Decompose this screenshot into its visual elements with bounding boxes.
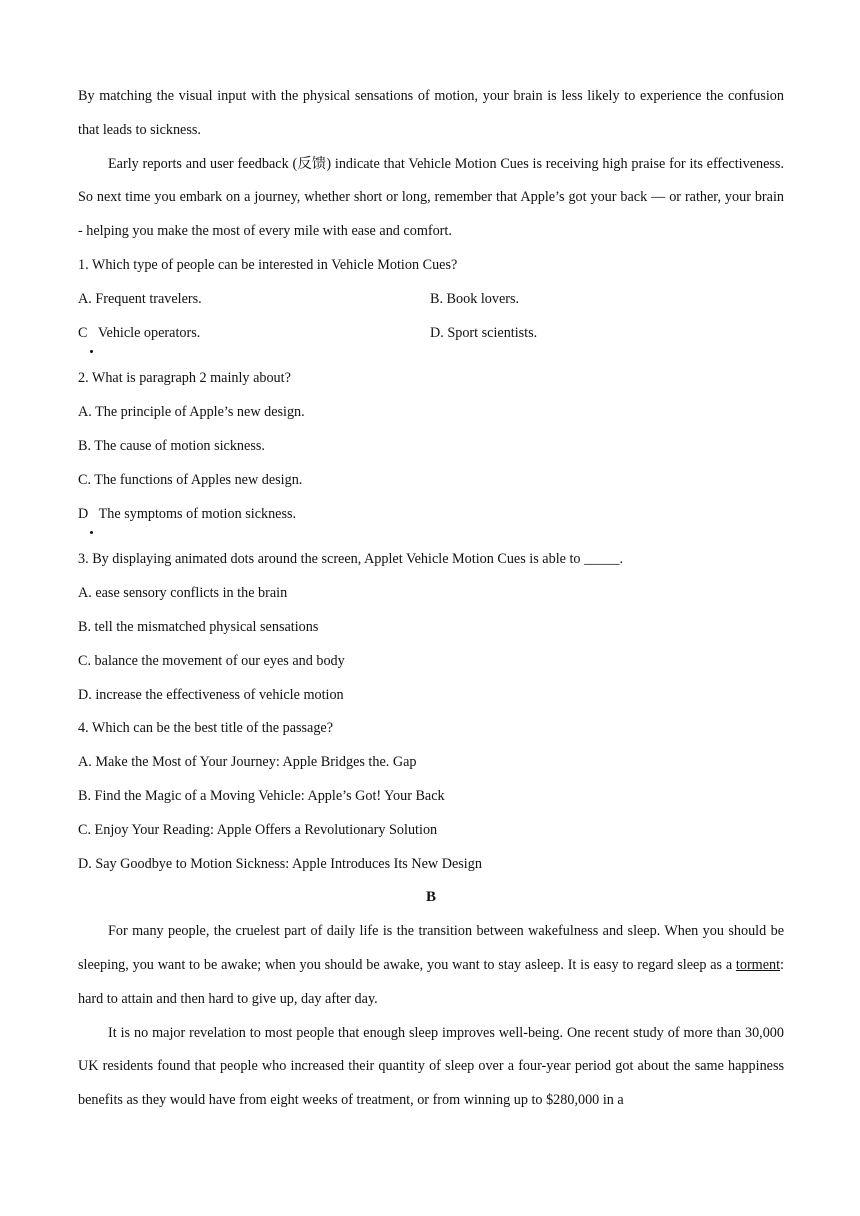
option-b: B. Book lovers. xyxy=(430,290,520,307)
option-a: A. Frequent travelers. xyxy=(78,290,202,307)
options-row xyxy=(78,283,784,317)
option-d: D. Sport scientists. xyxy=(430,324,538,341)
stray-dot xyxy=(90,531,93,534)
paragraph-text: For many people, the cruelest part of daily life is the transition between wakefulness and sleep. When you should be sleeping, you want to be awake; when you should be awake, you want to stay asleep. It is easy to regard sleep as a xyxy=(78,923,784,973)
option-c: C. balance the movement of our eyes and body xyxy=(78,652,345,669)
option-a: A. The principle of Apple’s new design. xyxy=(78,404,305,421)
passage-paragraph xyxy=(78,915,784,1016)
option-a: A. Make the Most of Your Journey: Apple Bridges the. Gap xyxy=(78,754,417,771)
option-c: C Vehicle operators. xyxy=(78,324,201,341)
passage-paragraph: Early reports and user feedback (反馈) indicate that Vehicle Motion Cues is receiving high praise for its effectiveness. So next time you embark on a journey, whether short or long, remember that Apple’s got your back — or rather, your brain - helping you make the most of every mile with ease and comfort. xyxy=(78,155,784,240)
option-b: B. tell the mismatched physical sensations xyxy=(78,618,319,635)
passage-paragraph: It is no major revelation to most people that enough sleep improves well-being. One recent study of more than 30,000 UK residents found that people who increased their quantity of sleep over a four-year period got about the same happiness benefits as they would have from eight weeks of treatment, or from winning up to $280,000 in a xyxy=(78,1024,784,1109)
stray-dot-line xyxy=(78,350,784,362)
question-stem: 1. Which type of people can be interested in Vehicle Motion Cues? xyxy=(78,256,458,273)
option-c: C. Enjoy Your Reading: Apple Offers a Revolutionary Solution xyxy=(78,821,438,838)
option-c: C. The functions of Apples new design. xyxy=(78,471,303,488)
section-heading: B xyxy=(425,889,436,906)
underlined-word: torment xyxy=(735,956,781,973)
option-b: B. Find the Magic of a Moving Vehicle: Apple’s Got! Your Back xyxy=(78,787,445,804)
option-a: A. ease sensory conflicts in the brain xyxy=(78,585,288,602)
option-b: B. The cause of motion sickness. xyxy=(78,437,265,454)
paragraph-text: : hard to attain and then hard to give up, day after day. xyxy=(78,956,784,1007)
question-stem: 4. Which can be the best title of the passage? xyxy=(78,720,334,737)
document-content xyxy=(78,80,784,1118)
question-stem: 3. By displaying animated dots around the screen, Applet Vehicle Motion Cues is able to _____. xyxy=(78,551,624,568)
options-row xyxy=(78,317,784,351)
stray-dot xyxy=(90,350,93,353)
option-d: D. Say Goodbye to Motion Sickness: Apple Introduces Its New Design xyxy=(78,855,482,872)
passage-paragraph: By matching the visual input with the physical sensations of motion, your brain is less likely to experience the confusion that leads to sickness. xyxy=(78,88,784,138)
question-stem: 2. What is paragraph 2 mainly about? xyxy=(78,370,291,387)
option-d: D The symptoms of motion sickness. xyxy=(78,505,297,522)
stray-dot-line xyxy=(78,531,784,543)
option-d: D. increase the effectiveness of vehicle motion xyxy=(78,686,344,703)
